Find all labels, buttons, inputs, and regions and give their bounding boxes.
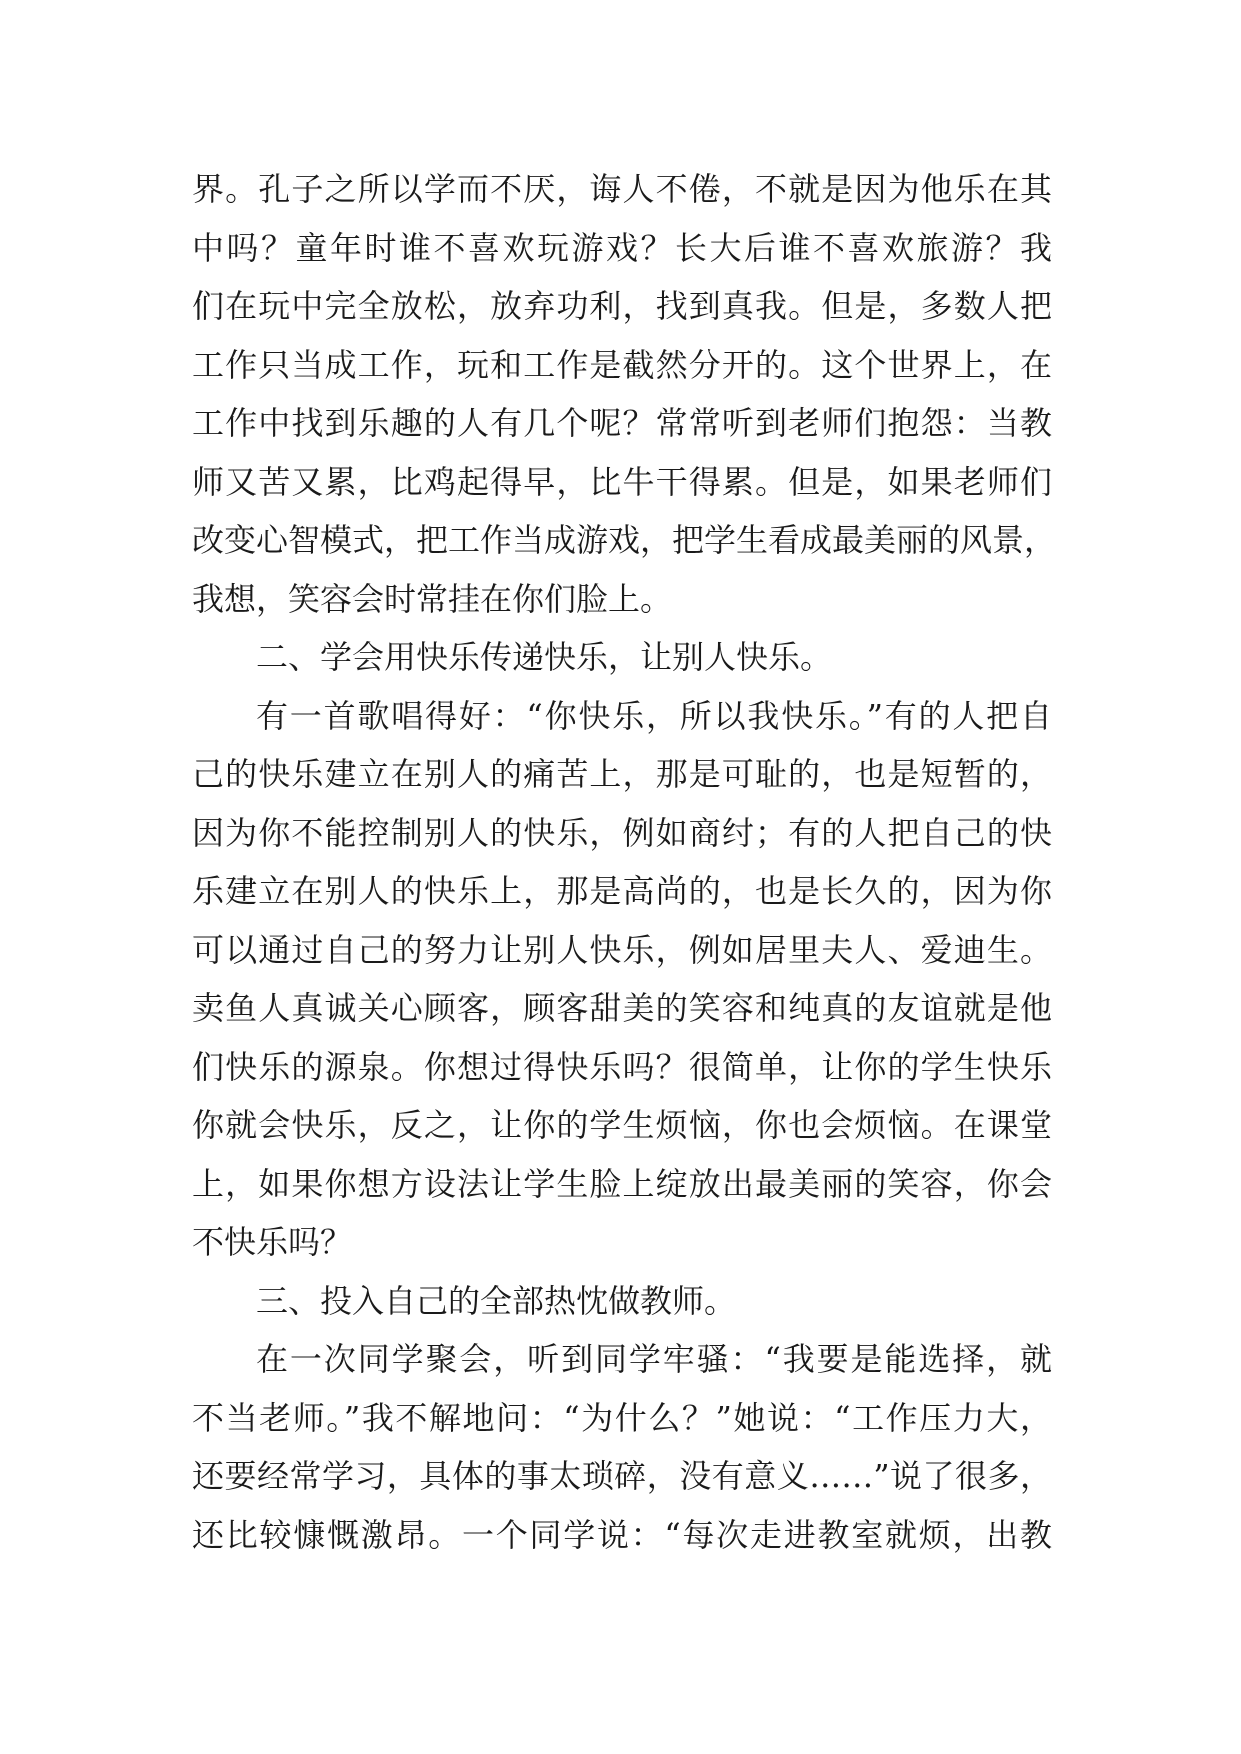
text-line: 卖鱼人真诚关心顾客，顾客甜美的笑容和纯真的友谊就是他 (192, 989, 1052, 1027)
text-line: 因为你不能控制别人的快乐，例如商纣；有的人把自己的快 (192, 813, 1052, 852)
text-line: 还要经常学习，具体的事太琐碎，没有意义……”说了很多， (192, 1457, 1052, 1495)
text-line: 界。孔子之所以学而不厌，诲人不倦，不就是因为他乐在其 (192, 170, 1052, 208)
text-line: 不快乐吗？ (192, 1223, 353, 1261)
text-line: 工作只当成工作，玩和工作是截然分开的。这个世界上，在 (192, 345, 1052, 384)
section-heading: 二、学会用快乐传递快乐，让别人快乐。 (256, 638, 833, 676)
section-heading: 三、投入自己的全部热忱做教师。 (256, 1281, 737, 1320)
text-line: 中吗？童年时谁不喜欢玩游戏？长大后谁不喜欢旅游？我 (192, 228, 1052, 267)
text-line: 改变心智模式，把工作当成游戏，把学生看成最美丽的风景， (192, 521, 1057, 559)
text-line: 己的快乐建立在别人的痛苦上，那是可耻的，也是短暂的， (192, 755, 1052, 793)
text-line: 师又苦又累，比鸡起得早，比牛干得累。但是，如果老师们 (192, 462, 1052, 501)
text-line: 在一次同学聚会，听到同学牢骚：“我要是能选择，就 (256, 1340, 1052, 1378)
text-line: 乐建立在别人的快乐上，那是高尚的，也是长久的，因为你 (192, 872, 1052, 910)
text-line: 上，如果你想方设法让学生脸上绽放出最美丽的笑容，你会 (192, 1164, 1052, 1203)
text-line: 我想，笑容会时常挂在你们脸上。 (192, 579, 673, 618)
body-text (192, 160, 1057, 1564)
text-line: 工作中找到乐趣的人有几个呢？常常听到老师们抱怨：当教 (192, 404, 1052, 442)
text-line: 还比较慷慨激昂。一个同学说：“每次走进教室就烦，出教 (192, 1515, 1052, 1554)
text-line: 有一首歌唱得好：“你快乐，所以我快乐。”有的人把自 (256, 696, 1052, 735)
text-line: 不当老师。”我不解地问：“为什么？”她说：“工作压力大， (192, 1398, 1052, 1437)
text-line: 可以通过自己的努力让别人快乐，例如居里夫人、爱迪生。 (192, 930, 1052, 969)
text-line: 们在玩中完全放松，放弃功利，找到真我。但是，多数人把 (192, 287, 1052, 325)
text-line: 你就会快乐，反之，让你的学生烦恼，你也会烦恼。在课堂 (192, 1106, 1052, 1144)
text-line: 们快乐的源泉。你想过得快乐吗？很简单，让你的学生快乐 (192, 1047, 1052, 1086)
